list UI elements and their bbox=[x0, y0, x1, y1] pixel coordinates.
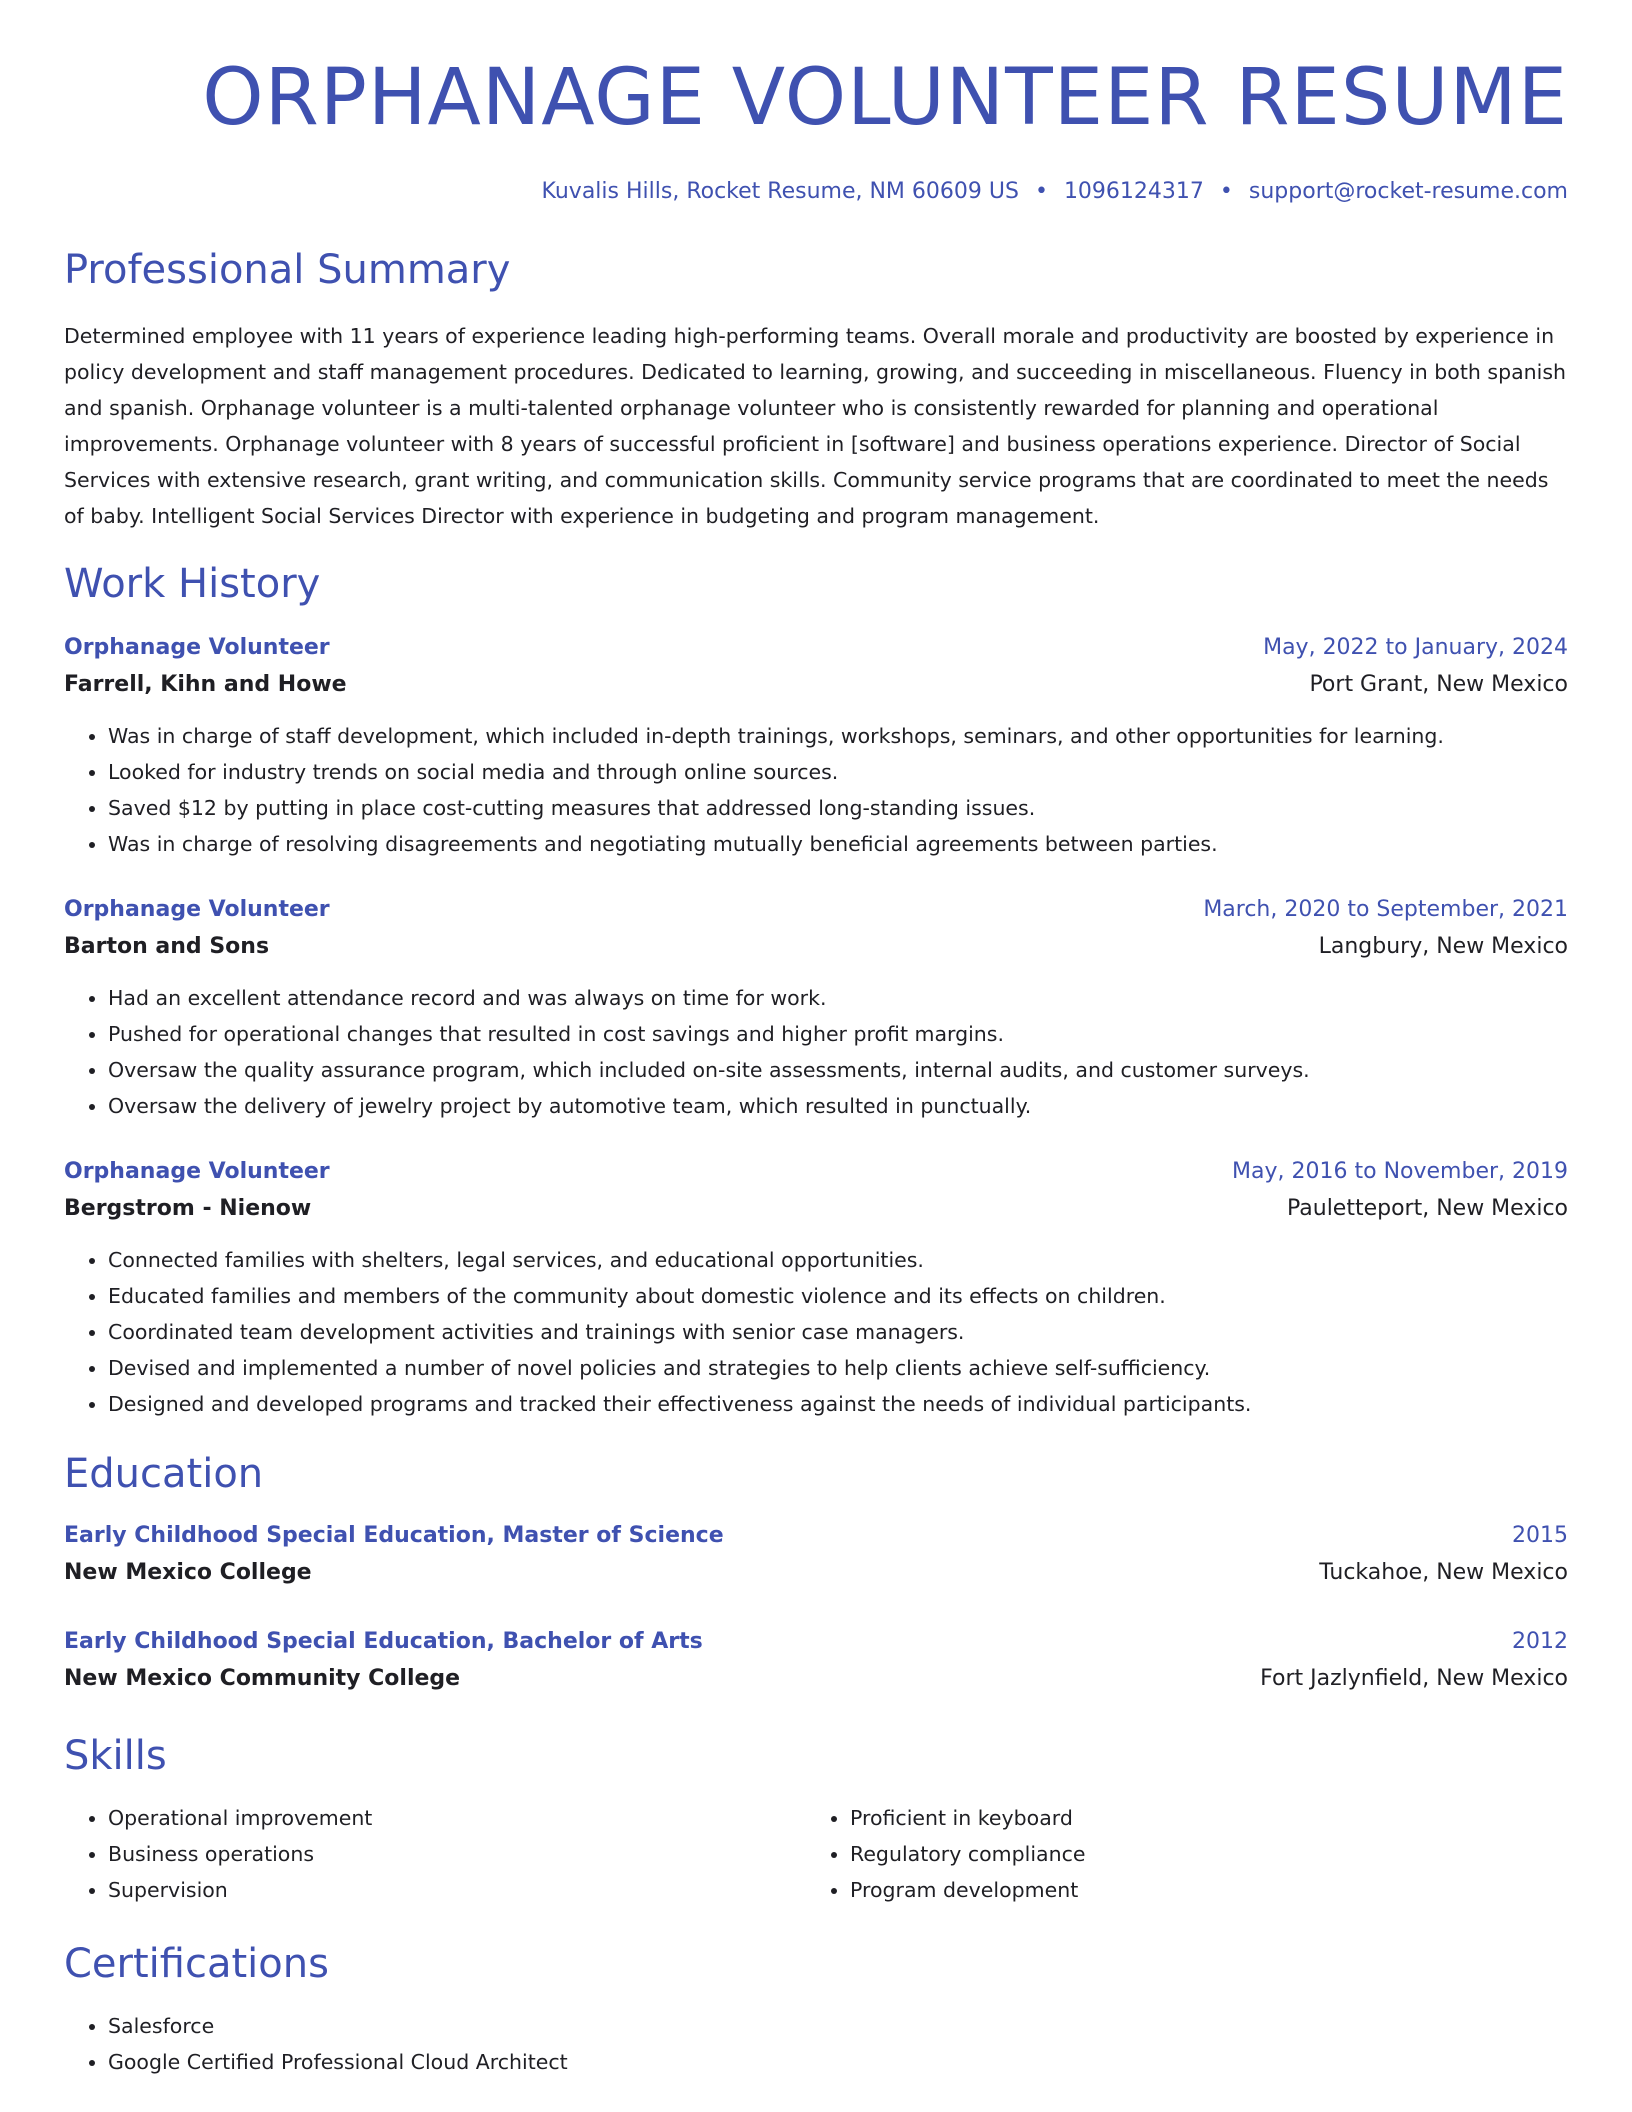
certifications-list bbox=[64, 2008, 1568, 2080]
skill-item: • Supervision bbox=[108, 1872, 806, 1908]
job-dates: May, 2016 to November, 2019 bbox=[1232, 1159, 1568, 1185]
job-bullet: • Connected families with shelters, legal services, and educational opportunities. bbox=[108, 1242, 1568, 1278]
education-entry bbox=[64, 1518, 1568, 1592]
job-bullets bbox=[64, 718, 1568, 862]
job-role: Orphanage Volunteer bbox=[64, 1159, 330, 1185]
certifications-heading: Certifications bbox=[64, 1941, 329, 1988]
job-bullet: • Coordinated team development activities and trainings with senior case managers. bbox=[108, 1314, 1568, 1350]
job-bullets bbox=[64, 1242, 1568, 1422]
job-entry bbox=[64, 892, 1568, 1124]
skills-heading: Skills bbox=[64, 1733, 167, 1780]
job-bullet: • Designed and developed programs and tracked their effectiveness against the needs of individual participants. bbox=[108, 1386, 1568, 1422]
job-dates: March, 2020 to September, 2021 bbox=[1203, 897, 1568, 923]
contact-separator: • bbox=[1034, 178, 1048, 204]
resume-title: ORPHANAGE VOLUNTEER RESUME bbox=[202, 53, 1568, 143]
job-bullet: • Had an excellent attendance record and was always on time for work. bbox=[108, 980, 1568, 1016]
job-bullet: • Devised and implemented a number of novel policies and strategies to help clients achieve self-sufficiency. bbox=[108, 1350, 1568, 1386]
job-bullet: • Looked for industry trends on social media and through online sources. bbox=[108, 754, 1568, 790]
job-bullet: • Educated families and members of the community about domestic violence and its effects on children. bbox=[108, 1278, 1568, 1314]
skill-item: • Business operations bbox=[108, 1836, 806, 1872]
skill-item: • Operational improvement bbox=[108, 1800, 806, 1836]
job-bullet: • Saved $12 by putting in place cost-cutting measures that addressed long-standing issues. bbox=[108, 790, 1568, 826]
job-entry bbox=[64, 1154, 1568, 1422]
job-location: Port Grant, New Mexico bbox=[1309, 672, 1568, 698]
contact-separator: • bbox=[1219, 178, 1233, 204]
contact-address: Kuvalis Hills, Rocket Resume, NM 60609 US bbox=[541, 178, 1019, 204]
education-year: 2012 bbox=[1512, 1629, 1568, 1655]
education-location: Fort Jazlynfield, New Mexico bbox=[1260, 1666, 1568, 1692]
job-bullet: • Was in charge of staff development, which included in-depth trainings, workshops, seminars, and other opportunities for learning. bbox=[108, 718, 1568, 754]
job-bullet: • Pushed for operational changes that resulted in cost savings and higher profit margins. bbox=[108, 1016, 1568, 1052]
education-school: New Mexico Community College bbox=[64, 1666, 461, 1692]
summary-text: Determined employee with 11 years of experience leading high-performing teams. Overall morale and productivity are boosted by experience in policy development and staff management procedures. Dedicated to learning, growing, and succeeding in miscellaneous. Fluency in both spanish and spanish. Orphanage volunteer is a multi-talented orphanage volunteer who is consistently rewarded for planning and operational improvements. Orphanage volunteer with 8 years of successful proficient in [software] and business operations experience. Director of Social Services with extensive research, grant writing, and communication skills. Community service programs that are coordinated to meet the needs of baby. Intelligent Social Services Director with experience in budgeting and program management. bbox=[64, 324, 1567, 529]
skill-item: • Proficient in keyboard bbox=[850, 1800, 1548, 1836]
education-school: New Mexico College bbox=[64, 1560, 312, 1586]
skills-column-right bbox=[806, 1800, 1548, 1908]
job-role: Orphanage Volunteer bbox=[64, 635, 330, 661]
job-location: Pauletteport, New Mexico bbox=[1286, 1196, 1568, 1222]
education-degree: Early Childhood Special Education, Master of Science bbox=[64, 1523, 724, 1549]
job-dates: May, 2022 to January, 2024 bbox=[1263, 635, 1568, 661]
skills-grid bbox=[64, 1800, 1568, 1908]
work-history-heading: Work History bbox=[64, 561, 321, 608]
contact-line bbox=[64, 178, 1568, 207]
job-bullet: • Was in charge of resolving disagreements and negotiating mutually beneficial agreements between parties. bbox=[108, 826, 1568, 862]
job-company: Barton and Sons bbox=[64, 934, 270, 960]
education-year: 2015 bbox=[1512, 1523, 1568, 1549]
education-heading: Education bbox=[64, 1451, 264, 1498]
skill-item: • Regulatory compliance bbox=[850, 1836, 1548, 1872]
job-location: Langbury, New Mexico bbox=[1318, 934, 1568, 960]
summary-heading: Professional Summary bbox=[64, 247, 511, 294]
contact-email: support@rocket-resume.com bbox=[1248, 178, 1568, 204]
job-entry bbox=[64, 630, 1568, 862]
job-company: Bergstrom - Nienow bbox=[64, 1196, 312, 1222]
certification-item: • Google Certified Professional Cloud Architect bbox=[108, 2044, 1568, 2080]
job-role: Orphanage Volunteer bbox=[64, 897, 330, 923]
job-company: Farrell, Kihn and Howe bbox=[64, 672, 347, 698]
contact-phone: 1096124317 bbox=[1063, 178, 1204, 204]
education-degree: Early Childhood Special Education, Bachelor of Arts bbox=[64, 1629, 703, 1655]
education-entry bbox=[64, 1624, 1568, 1698]
job-bullet: • Oversaw the quality assurance program, which included on-site assessments, internal audits, and customer surveys. bbox=[108, 1052, 1568, 1088]
job-bullets bbox=[64, 980, 1568, 1124]
certification-item: • Salesforce bbox=[108, 2008, 1568, 2044]
skill-item: • Program development bbox=[850, 1872, 1548, 1908]
job-bullet: • Oversaw the delivery of jewelry project by automotive team, which resulted in punctually. bbox=[108, 1088, 1568, 1124]
skills-column-left bbox=[64, 1800, 806, 1908]
education-location: Tuckahoe, New Mexico bbox=[1319, 1560, 1568, 1586]
